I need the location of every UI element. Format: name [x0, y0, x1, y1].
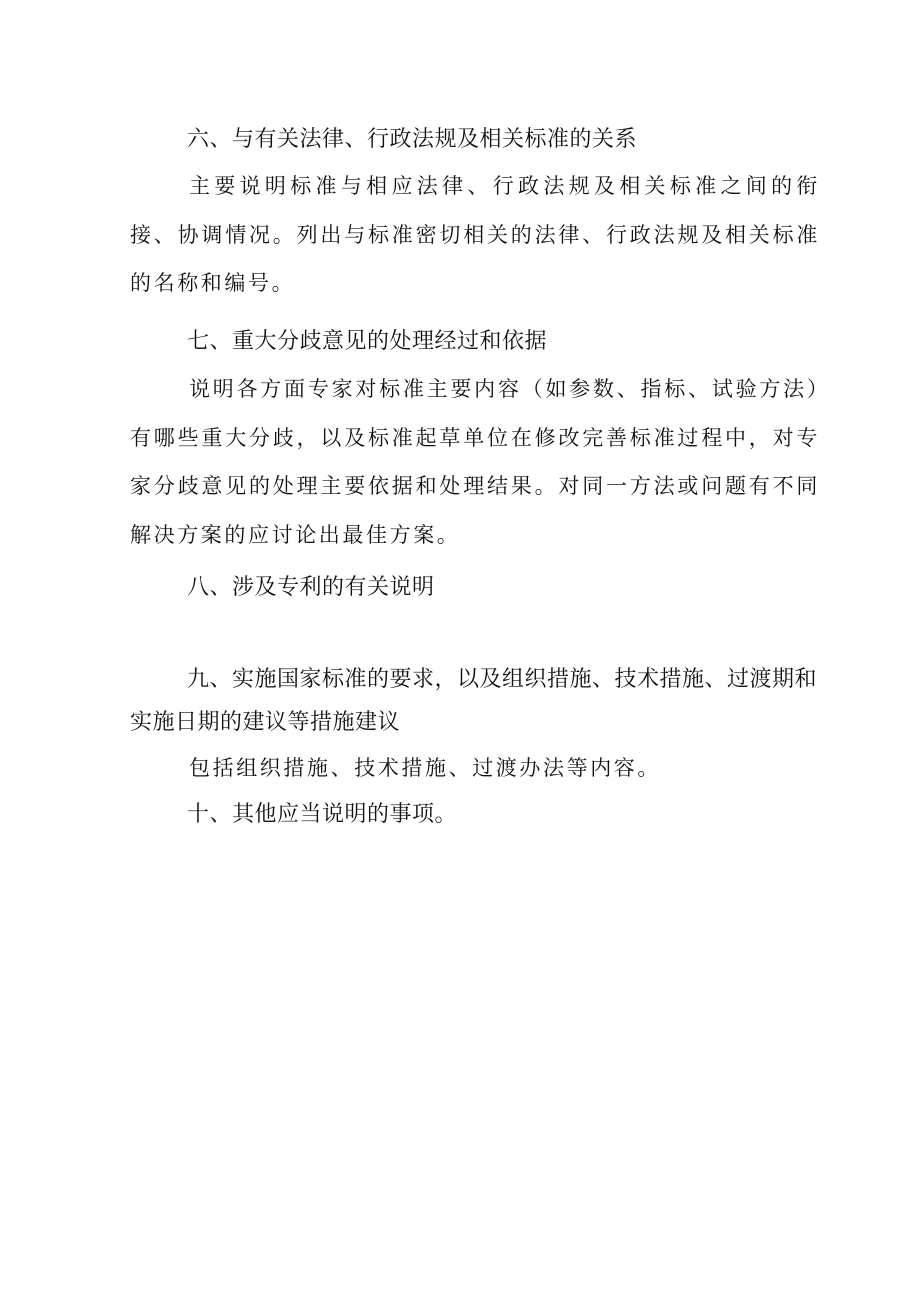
section-ten-heading: 十、其他应当说明的事项。 [187, 802, 458, 827]
section-eight-heading: 八、涉及专利的有关说明 [187, 575, 435, 600]
section-seven-body: 说明各方面专家对标准主要内容（如参数、指标、试验方法）有哪些重大分歧，以及标准起草单位在修改完善标准过程中，对专家分歧意见的处理主要依据和处理结果。对同一方法或问题有不同解决方案的应讨论出最佳方案。 [130, 377, 820, 547]
section-six-body: 主要说明标准与相应法律、行政法规及相关标准之间的衔接、协调情况。列出与标准密切相关的法律、行政法规及相关标准的名称和编号。 [130, 174, 820, 295]
section-six-heading: 六、与有关法律、行政法规及相关标准的关系 [187, 127, 638, 152]
section-nine [130, 658, 820, 793]
section-ten [130, 795, 820, 835]
section-seven [130, 322, 820, 559]
section-seven-heading: 七、重大分歧意见的处理经过和依据 [187, 329, 548, 354]
section-six [130, 120, 820, 308]
section-nine-heading: 九、实施国家标准的要求，以及组织措施、技术措施、过渡期和实施日期的建议等措施建议 [130, 667, 818, 735]
section-nine-body: 包括组织措施、技术措施、过渡办法等内容。 [189, 756, 661, 780]
section-eight [130, 568, 820, 608]
